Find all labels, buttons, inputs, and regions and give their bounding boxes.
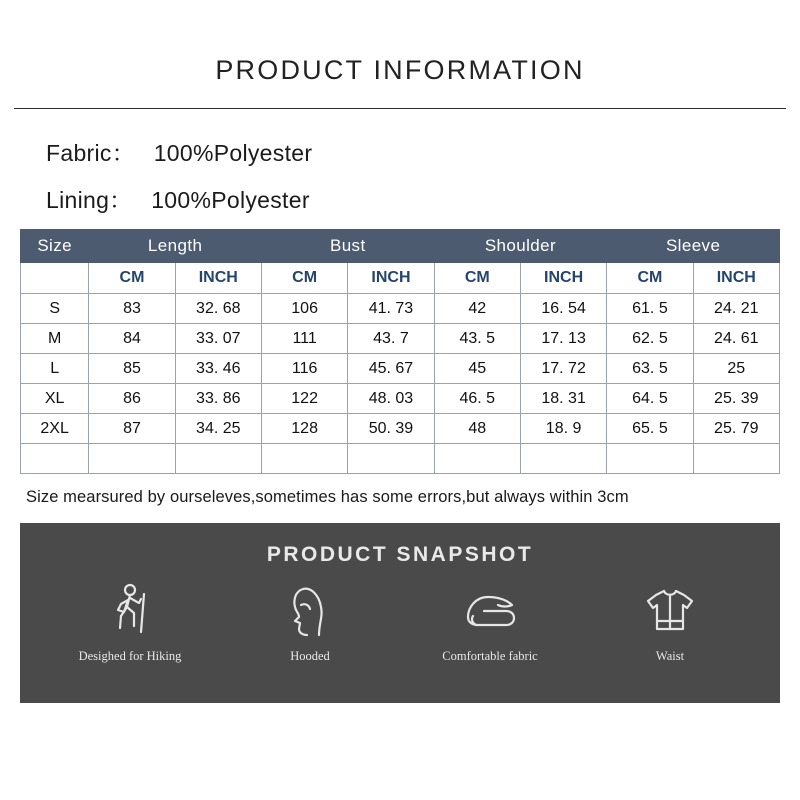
unit-cell-bust-cm: CM <box>261 263 347 294</box>
fabric-spec-block <box>14 109 786 215</box>
unit-cell-length-inch: INCH <box>175 263 261 294</box>
cell-sleeve-cm: 63. 5 <box>607 354 693 384</box>
cell-bust-inch: 43. 7 <box>348 324 434 354</box>
header-shoulder: Shoulder <box>434 230 607 263</box>
cell-size: M <box>21 324 89 354</box>
table-row <box>21 384 780 414</box>
snapshot-label: Desighed for Hiking <box>78 649 182 663</box>
cell-bust-inch: 45. 67 <box>348 354 434 384</box>
measurement-note: Size mearsured by ourseleves,sometimes has some errors,but always within 3cm <box>26 488 629 506</box>
spec-line-fabric <box>46 135 754 168</box>
cell-shoulder-inch: 16. 54 <box>520 294 606 324</box>
unit-cell-sleeve-inch: INCH <box>693 263 779 294</box>
cell-size: XL <box>21 384 89 414</box>
unit-cell-length-cm: CM <box>89 263 175 294</box>
jacket-icon <box>595 577 745 643</box>
cell-bust-cm: 122 <box>261 384 347 414</box>
cell-size: 2XL <box>21 414 89 444</box>
cell-bust-inch: 48. 03 <box>348 384 434 414</box>
unit-cell-bust-inch: INCH <box>348 263 434 294</box>
cell-empty <box>434 444 520 474</box>
cell-shoulder-cm: 46. 5 <box>434 384 520 414</box>
cell-length-inch: 34. 25 <box>175 414 261 444</box>
snapshot-item-hiking <box>55 577 205 664</box>
cell-sleeve-cm: 64. 5 <box>607 384 693 414</box>
cell-shoulder-cm: 48 <box>434 414 520 444</box>
cell-empty <box>348 444 434 474</box>
hiker-icon <box>55 577 205 643</box>
cell-sleeve-inch: 24. 21 <box>693 294 779 324</box>
table-row-empty <box>21 444 780 474</box>
cell-sleeve-inch: 25. 39 <box>693 384 779 414</box>
cell-length-cm: 85 <box>89 354 175 384</box>
cell-sleeve-cm: 61. 5 <box>607 294 693 324</box>
header-sleeve: Sleeve <box>607 230 780 263</box>
cell-bust-cm: 106 <box>261 294 347 324</box>
cell-empty <box>175 444 261 474</box>
cell-shoulder-inch: 18. 31 <box>520 384 606 414</box>
unit-cell-shoulder-inch: INCH <box>520 263 606 294</box>
cell-shoulder-cm: 42 <box>434 294 520 324</box>
table-unit-row <box>21 263 780 294</box>
size-table <box>20 229 780 474</box>
cell-sleeve-inch: 25 <box>693 354 779 384</box>
cell-length-cm: 87 <box>89 414 175 444</box>
cell-length-inch: 33. 46 <box>175 354 261 384</box>
hood-icon <box>235 577 385 643</box>
spec-label-lining: Lining： <box>46 187 133 213</box>
unit-cell-blank <box>21 263 89 294</box>
cell-bust-inch: 41. 73 <box>348 294 434 324</box>
cell-empty <box>261 444 347 474</box>
cell-size: S <box>21 294 89 324</box>
spec-value-lining: 100%Polyester <box>151 187 310 213</box>
cell-size: L <box>21 354 89 384</box>
page-title: PRODUCT INFORMATION <box>215 55 585 85</box>
cell-empty <box>607 444 693 474</box>
header-size: Size <box>21 230 89 263</box>
cell-length-cm: 83 <box>89 294 175 324</box>
cell-sleeve-inch: 25. 79 <box>693 414 779 444</box>
cell-shoulder-cm: 43. 5 <box>434 324 520 354</box>
cell-sleeve-inch: 24. 61 <box>693 324 779 354</box>
cell-length-inch: 33. 07 <box>175 324 261 354</box>
snapshot-items <box>20 577 780 664</box>
table-row <box>21 294 780 324</box>
cell-shoulder-cm: 45 <box>434 354 520 384</box>
cell-empty <box>21 444 89 474</box>
cell-length-cm: 86 <box>89 384 175 414</box>
cell-bust-cm: 116 <box>261 354 347 384</box>
cell-shoulder-inch: 17. 13 <box>520 324 606 354</box>
unit-cell-shoulder-cm: CM <box>434 263 520 294</box>
cell-bust-inch: 50. 39 <box>348 414 434 444</box>
snapshot-label: Hooded <box>290 649 330 663</box>
cell-empty <box>89 444 175 474</box>
cell-length-inch: 33. 86 <box>175 384 261 414</box>
spec-value-fabric: 100%Polyester <box>153 140 313 166</box>
cell-length-inch: 32. 68 <box>175 294 261 324</box>
cell-empty <box>693 444 779 474</box>
header-length: Length <box>89 230 262 263</box>
snapshot-item-fabric <box>415 577 565 664</box>
cell-bust-cm: 128 <box>261 414 347 444</box>
snapshot-label: Comfortable fabric <box>442 649 538 663</box>
cell-length-cm: 84 <box>89 324 175 354</box>
cell-bust-cm: 111 <box>261 324 347 354</box>
snapshot-item-waist <box>595 577 745 664</box>
spec-label-fabric: Fabric： <box>46 140 136 166</box>
table-group-header-row <box>21 230 780 263</box>
table-row <box>21 324 780 354</box>
spec-line-lining <box>46 182 754 215</box>
unit-cell-sleeve-cm: CM <box>607 263 693 294</box>
snapshot-item-hooded <box>235 577 385 664</box>
table-row <box>21 414 780 444</box>
cell-shoulder-inch: 18. 9 <box>520 414 606 444</box>
table-row <box>21 354 780 384</box>
fabric-icon <box>415 577 565 643</box>
cell-sleeve-cm: 65. 5 <box>607 414 693 444</box>
snapshot-label: Waist <box>655 649 685 663</box>
size-table-wrap <box>14 229 786 474</box>
cell-shoulder-inch: 17. 72 <box>520 354 606 384</box>
cell-empty <box>520 444 606 474</box>
cell-sleeve-cm: 62. 5 <box>607 324 693 354</box>
product-snapshot-section <box>20 523 780 703</box>
header-bust: Bust <box>261 230 434 263</box>
snapshot-title: PRODUCT SNAPSHOT <box>266 543 534 566</box>
